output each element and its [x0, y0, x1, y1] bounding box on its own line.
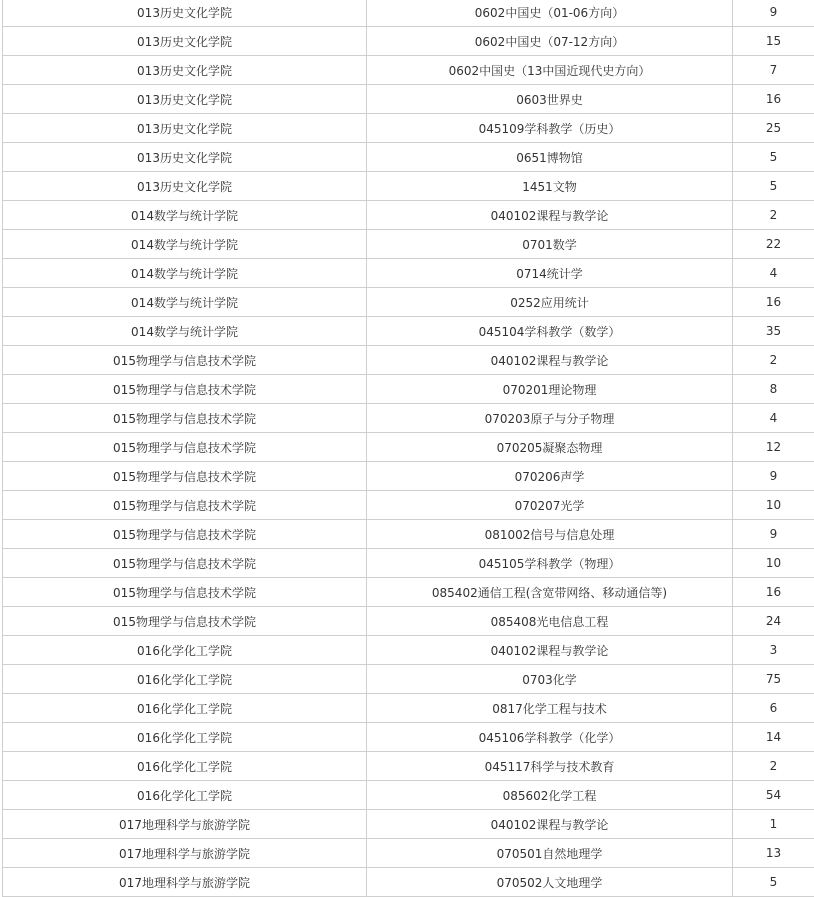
count-cell: 10	[733, 491, 814, 520]
major-cell: 045106学科教学（化学）	[367, 723, 733, 752]
major-cell: 0703化学	[367, 665, 733, 694]
college-cell: 016化学化工学院	[3, 694, 367, 723]
count-cell: 16	[733, 85, 814, 114]
table-row	[3, 462, 814, 491]
count-cell: 24	[733, 607, 814, 636]
major-cell: 0817化学工程与技术	[367, 694, 733, 723]
major-cell: 040102课程与教学论	[367, 201, 733, 230]
table-row	[3, 230, 814, 259]
major-cell: 0651博物馆	[367, 143, 733, 172]
count-cell: 8	[733, 375, 814, 404]
major-cell: 040102课程与教学论	[367, 810, 733, 839]
table-row	[3, 491, 814, 520]
college-cell: 014数学与统计学院	[3, 288, 367, 317]
college-cell: 016化学化工学院	[3, 781, 367, 810]
college-cell: 015物理学与信息技术学院	[3, 578, 367, 607]
count-cell: 13	[733, 839, 814, 868]
college-cell: 016化学化工学院	[3, 723, 367, 752]
college-cell: 015物理学与信息技术学院	[3, 404, 367, 433]
college-cell: 013历史文化学院	[3, 172, 367, 201]
count-cell: 12	[733, 433, 814, 462]
major-cell: 040102课程与教学论	[367, 636, 733, 665]
table-row	[3, 810, 814, 839]
major-cell: 045104学科教学（数学）	[367, 317, 733, 346]
count-cell: 22	[733, 230, 814, 259]
table-row	[3, 114, 814, 143]
college-cell: 015物理学与信息技术学院	[3, 433, 367, 462]
major-cell: 081002信号与信息处理	[367, 520, 733, 549]
college-cell: 014数学与统计学院	[3, 259, 367, 288]
table-row	[3, 346, 814, 375]
college-cell: 013历史文化学院	[3, 27, 367, 56]
college-cell: 015物理学与信息技术学院	[3, 549, 367, 578]
major-cell: 0714统计学	[367, 259, 733, 288]
count-cell: 5	[733, 172, 814, 201]
major-cell: 0602中国史（07-12方向）	[367, 27, 733, 56]
major-cell: 085602化学工程	[367, 781, 733, 810]
college-cell: 014数学与统计学院	[3, 230, 367, 259]
table-row	[3, 375, 814, 404]
table-row	[3, 259, 814, 288]
count-cell: 2	[733, 752, 814, 781]
table-row	[3, 578, 814, 607]
major-cell: 0602中国史（13中国近现代史方向）	[367, 56, 733, 85]
college-cell: 013历史文化学院	[3, 56, 367, 85]
count-cell: 16	[733, 578, 814, 607]
count-cell: 2	[733, 346, 814, 375]
table-row	[3, 752, 814, 781]
table-row	[3, 201, 814, 230]
major-cell: 070502人文地理学	[367, 868, 733, 897]
count-cell: 6	[733, 694, 814, 723]
table-row	[3, 433, 814, 462]
college-cell: 015物理学与信息技术学院	[3, 462, 367, 491]
count-cell: 54	[733, 781, 814, 810]
major-cell: 070206声学	[367, 462, 733, 491]
table-row	[3, 607, 814, 636]
major-cell: 070205凝聚态物理	[367, 433, 733, 462]
major-cell: 085408光电信息工程	[367, 607, 733, 636]
count-cell: 7	[733, 56, 814, 85]
table-row	[3, 27, 814, 56]
table-row	[3, 404, 814, 433]
table-row	[3, 520, 814, 549]
major-cell: 0252应用统计	[367, 288, 733, 317]
college-cell: 015物理学与信息技术学院	[3, 375, 367, 404]
table-row	[3, 636, 814, 665]
count-cell: 4	[733, 404, 814, 433]
major-cell: 045105学科教学（物理）	[367, 549, 733, 578]
table-row	[3, 868, 814, 897]
table-row	[3, 143, 814, 172]
count-cell: 9	[733, 0, 814, 27]
college-cell: 017地理科学与旅游学院	[3, 839, 367, 868]
table-row	[3, 172, 814, 201]
table-row	[3, 839, 814, 868]
major-cell: 0602中国史（01-06方向）	[367, 0, 733, 27]
table-body	[3, 0, 814, 897]
college-cell: 013历史文化学院	[3, 143, 367, 172]
count-cell: 25	[733, 114, 814, 143]
major-cell: 040102课程与教学论	[367, 346, 733, 375]
major-cell: 070203原子与分子物理	[367, 404, 733, 433]
college-cell: 016化学化工学院	[3, 665, 367, 694]
count-cell: 14	[733, 723, 814, 752]
college-cell: 016化学化工学院	[3, 752, 367, 781]
count-cell: 2	[733, 201, 814, 230]
count-cell: 35	[733, 317, 814, 346]
table-row	[3, 694, 814, 723]
college-cell: 017地理科学与旅游学院	[3, 868, 367, 897]
major-cell: 070207光学	[367, 491, 733, 520]
major-cell: 085402通信工程(含宽带网络、移动通信等)	[367, 578, 733, 607]
count-cell: 75	[733, 665, 814, 694]
college-cell: 013历史文化学院	[3, 85, 367, 114]
college-cell: 017地理科学与旅游学院	[3, 810, 367, 839]
major-cell: 045109学科教学（历史）	[367, 114, 733, 143]
table-row	[3, 549, 814, 578]
count-cell: 9	[733, 520, 814, 549]
college-cell: 015物理学与信息技术学院	[3, 607, 367, 636]
count-cell: 16	[733, 288, 814, 317]
table-row	[3, 56, 814, 85]
college-cell: 015物理学与信息技术学院	[3, 520, 367, 549]
count-cell: 1	[733, 810, 814, 839]
table-row	[3, 288, 814, 317]
table-row	[3, 723, 814, 752]
table-row	[3, 317, 814, 346]
major-cell: 070201理论物理	[367, 375, 733, 404]
college-cell: 015物理学与信息技术学院	[3, 491, 367, 520]
major-cell: 0603世界史	[367, 85, 733, 114]
count-cell: 5	[733, 143, 814, 172]
table-row	[3, 85, 814, 114]
college-cell: 014数学与统计学院	[3, 317, 367, 346]
college-cell: 013历史文化学院	[3, 0, 367, 27]
major-cell: 070501自然地理学	[367, 839, 733, 868]
table-row	[3, 781, 814, 810]
table-row	[3, 0, 814, 27]
count-cell: 9	[733, 462, 814, 491]
college-cell: 013历史文化学院	[3, 114, 367, 143]
table-row	[3, 665, 814, 694]
college-cell: 014数学与统计学院	[3, 201, 367, 230]
major-cell: 045117科学与技术教育	[367, 752, 733, 781]
count-cell: 5	[733, 868, 814, 897]
count-cell: 3	[733, 636, 814, 665]
count-cell: 10	[733, 549, 814, 578]
count-cell: 15	[733, 27, 814, 56]
enrollment-table	[2, 0, 814, 897]
college-cell: 016化学化工学院	[3, 636, 367, 665]
major-cell: 0701数学	[367, 230, 733, 259]
major-cell: 1451文物	[367, 172, 733, 201]
college-cell: 015物理学与信息技术学院	[3, 346, 367, 375]
count-cell: 4	[733, 259, 814, 288]
